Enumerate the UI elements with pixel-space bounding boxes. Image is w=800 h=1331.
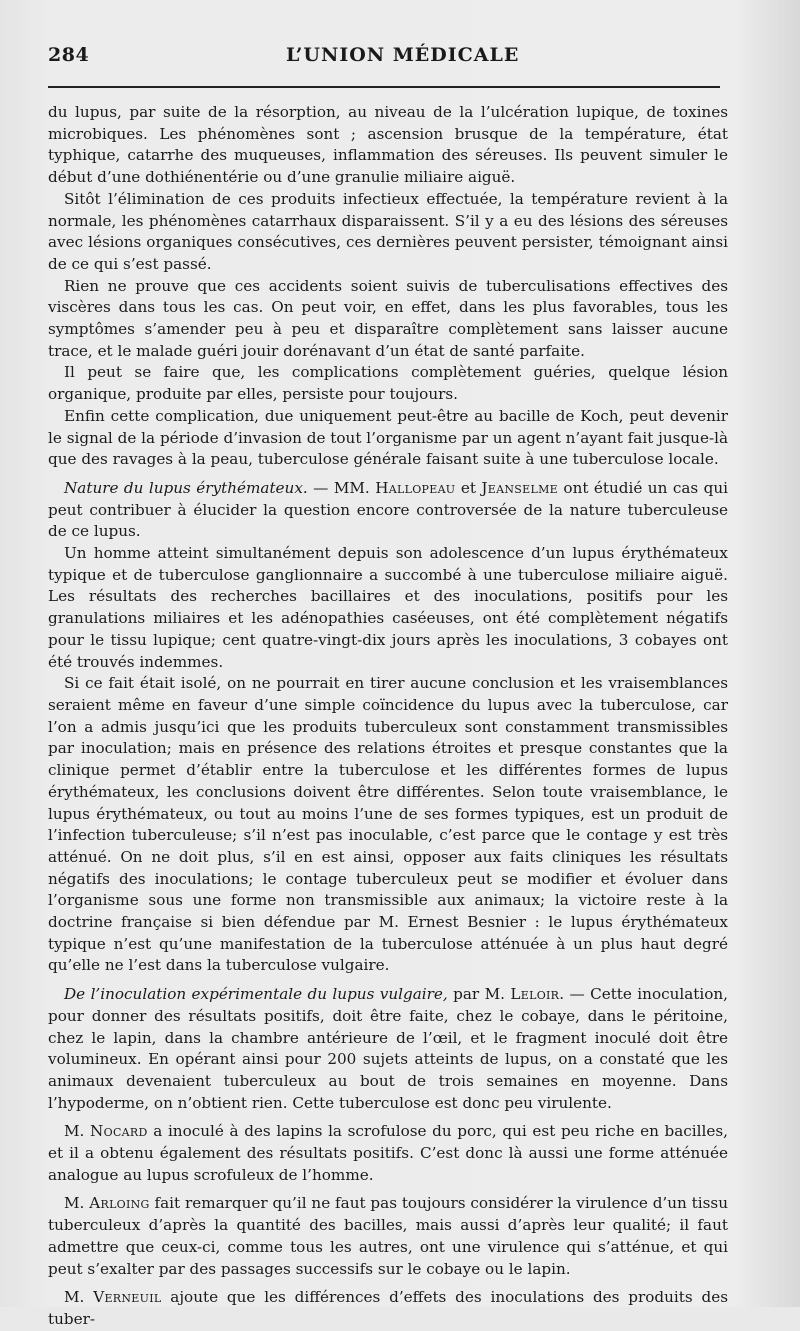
paragraph-text: Il peut se faire que, les complications complètement guéries, quelque lésion organique, produite par elles, persiste pour toujours. [48,363,728,404]
author-name: Verneuil [93,1288,162,1307]
author-name: Nocard [90,1122,148,1141]
running-title: L’UNION MÉDICALE [286,44,520,66]
paragraph-text: Rien ne prouve que ces accidents soient suivis de tuberculisations effectives des viscères dans tous les cas. On peut voir, en effet, dans les plus favorables, tous les symptômes s’amender peu à peu et disparaître complètement sans laisser aucune trace, et le malade guéri jouir dorénavant d’un état de santé parfaite. [48,276,728,360]
paragraph [48,673,728,977]
paragraph-text: Enfin cette complication, due uniquement peut-être au bacille de Koch, peut devenir le signal de la période d’invasion de tout l’organisme par un agent n’ayant fait jusque-là que des ravages à la peau, tuberculose générale faisant suite à une tuberculose locale. [48,406,728,469]
paragraph [48,102,728,189]
section-title: De l’inoculation expérimentale du lupus vulgaire, [64,985,448,1004]
paragraph-text: fait remarquer qu’il ne faut pas toujours considérer la virulence d’un tissu tuberculeux d’après la quantité des bacilles, mais aussi d’après leur qualité; il faut admettre que ceux-ci, comme tous les autres, ont une virulence qui s’atténue, et qui peut s’exalter par des passages successifs sur le cobaye ou le lapin. [48,1194,728,1278]
header-rule [48,86,720,88]
paragraph-text: Si ce fait était isolé, on ne pourrait en tirer aucune conclusion et les vraisemblances seraient même en faveur d’une simple coïncidence du lupus avec la tuberculose, car l’on a admis jusqu’ici que les produits tuberculeux sont constamment transmissibles par inoculation; mais en présence des relations étroites et presque constantes que la clinique permet d’établir entre la tuberculose et les différentes formes de lupus érythémateux, les conclusions doivent être différentes. Selon toute vraisemblance, le lupus érythémateux, ou tout au moins l’une de ses formes typiques, est un produit de l’infection tuberculeuse; s’il n’est pas inoculable, c’est parce que le contage y est très atténué. On ne doit plus, s’il en est ainsi, opposer aux faits cliniques les résultats négatifs des inoculations; le contage tuberculeux peut se modifier et évoluer dans l’organisme sous une forme non transmissible aux animaux; la victoire reste à la doctrine française si bien défendue par M. Ernest Besnier : le lupus érythémateux typique n’est qu’une manifestation de la tuberculose atténuée à un plus haut degré qu’elle ne l’est dans la tuberculose vulgaire. [48,674,728,975]
paragraph-text: Sitôt l’élimination de ces produits infectieux effectuée, la température revient à la normale, les phénomènes catarrhaux disparaissent. S’il y a eu des lésions des séreuses avec lésions organiques consécutives, ces dernières peuvent persister, témoignant ainsi de ce qui s’est passé. [48,189,728,273]
paragraph [48,543,728,673]
section-paragraph [48,478,728,543]
paragraph-text: Un homme atteint simultanément depuis son adolescence d’un lupus érythémateux typique et de tuberculose ganglionnaire a succombé à une tuberculose miliaire aiguë. Les résultats des recherches bacillaires et des inoculations, positifs pour les granulations miliaires et les adénopathies caséeuses, ont été complètement négatifs pour le tissu lupique; cent quatre-vingt-dix jours après les inoculations, 3 cobayes ont été trouvés indemmes. [48,544,728,671]
page-number: 284 [48,44,90,66]
section-paragraph [48,984,728,1114]
paragraph [48,1193,728,1280]
section-title: Nature du lupus érythémateux. [64,478,308,497]
author-name: Hallopeau [375,478,456,497]
prefix-text: M. [64,1122,91,1141]
author-name: Arloing [89,1194,150,1213]
paragraph-text: . — Cette inoculation, pour donner des résultats positifs, doit être faite, chez le cobaye, dans le péritoine, chez le lapin, dans la chambre antérieure de l’œil, et le fragment inoculé doit être volumineux. En opérant ainsi pour 200 sujets atteints de lupus, on a constaté que les animaux devenaient tuberculeux au bout de trois semaines en moyenne. Dans l’hypoderme, on n’obtient rien. Cette tuberculose est donc peu virulente. [48,985,729,1112]
paragraph [48,276,728,363]
prefix-text: M. [64,1194,90,1213]
paragraph-text: ont étudié un cas qui peut contribuer à élucider la question encore controversée de la nature tuberculeuse de ce lupus. [48,478,729,541]
paragraph-text: ajoute que les différences d’effets des inoculations des produits des tuber- [48,1288,728,1328]
paragraph [48,406,728,471]
page-header [48,44,756,78]
author-name: Leloir [510,985,560,1004]
paragraph [48,1121,728,1186]
paragraph-text: a inoculé à des lapins la scrofulose du porc, qui est peu riche en bacilles, et il a obtenu également des résultats positifs. C’est donc là aussi une forme atténuée analogue au lupus scrofuleux de l’homme. [48,1122,728,1184]
paragraph [48,189,728,276]
prefix-text: M. [64,1288,94,1307]
separator-text: — MM. [307,478,376,497]
conjunction-text: et [455,478,482,497]
paragraph [48,1287,728,1330]
paragraph [48,362,728,405]
author-name: Jeanselme [481,478,558,497]
body-text [48,102,728,1331]
separator-text: par M. [447,985,511,1004]
paragraph-text: du lupus, par suite de la résorption, au niveau de la l’ulcération lupique, de toxines microbiques. Les phénomènes sont ; ascension brusque de la température, état typhique, catarrhe des muqueuses, inflammation des séreuses. Ils peuvent simuler le début d’une dothiénentérie ou d’une granulie miliaire aiguë. [48,103,728,187]
